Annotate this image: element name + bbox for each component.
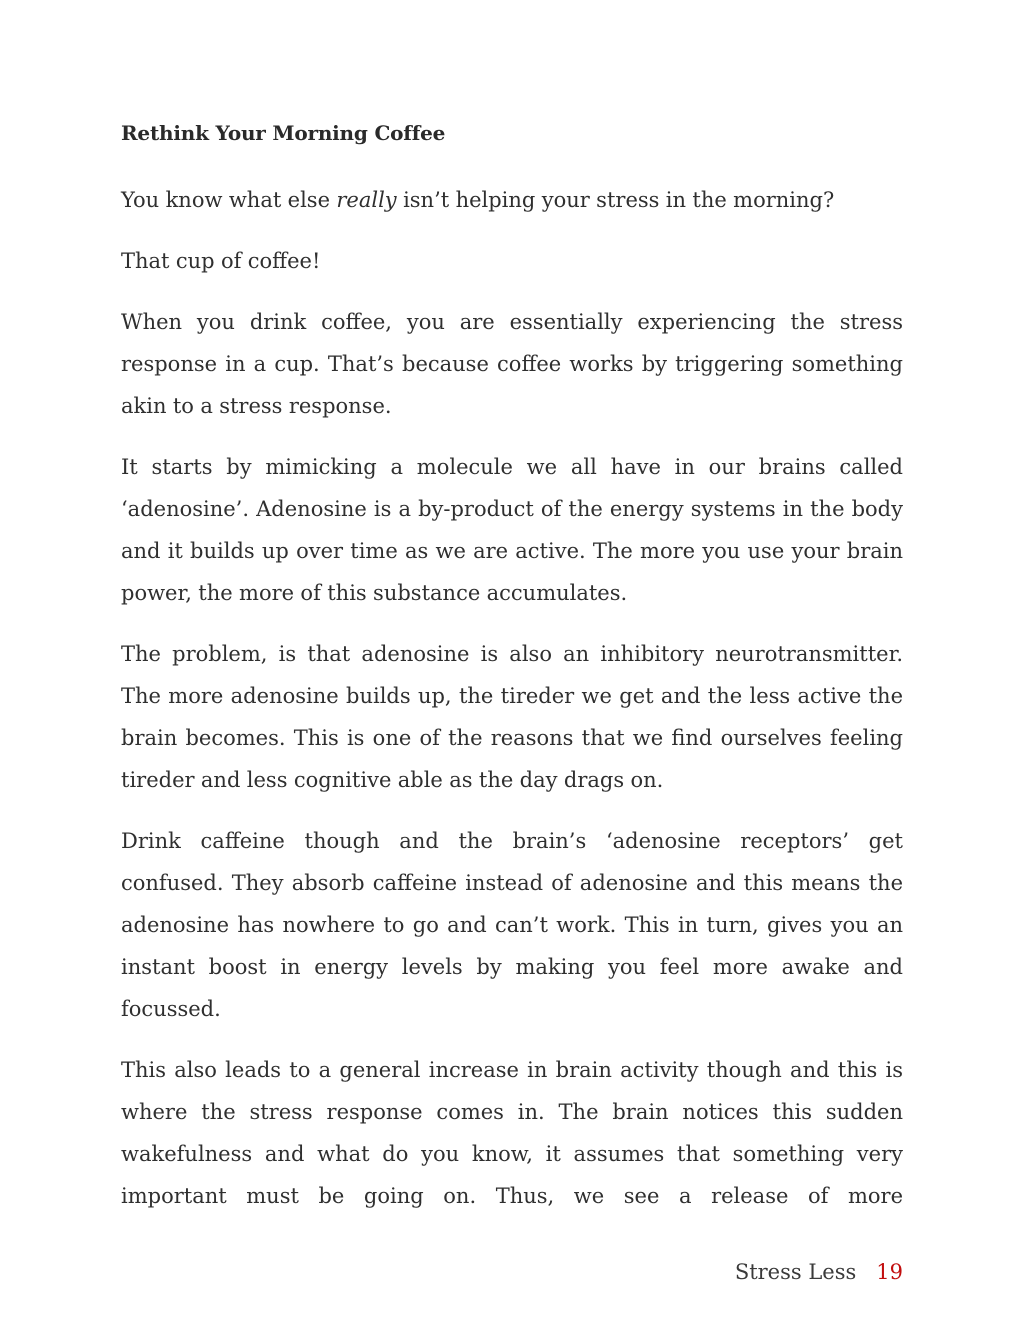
- intro-emphasis: really: [336, 188, 397, 212]
- paragraph: That cup of coffee!: [121, 249, 321, 273]
- page-number: 19: [876, 1260, 903, 1284]
- page-footer: [735, 1254, 903, 1290]
- paragraph: It starts by mimicking a molecule we all have in our brains called ‘adenosine’. Adenosine is a by-product of the energy systems in the body and it builds up over time as we are active. The more you use your brain power, the more of this substance accumulates.: [121, 455, 903, 605]
- paragraph: When you drink coffee, you are essentially experiencing the stress response in a cup. That’s because coffee works by triggering something akin to a stress response.: [121, 310, 903, 418]
- section-heading: Rethink Your Morning Coffee: [121, 121, 446, 145]
- footer-book-title: Stress Less: [734, 1260, 857, 1284]
- intro-text-before: You know what else: [121, 188, 337, 212]
- paragraph: The problem, is that adenosine is also an inhibitory neurotransmitter. The more adenosine builds up, the tireder we get and the less active the brain becomes. This is one of the reasons that we find ourselves feeling tireder and less cognitive able as the day drags on.: [121, 642, 903, 792]
- paragraph: Drink caffeine though and the brain’s ‘adenosine receptors’ get confused. They absorb caffeine instead of adenosine and this means the adenosine has nowhere to go and can’t work. This in turn, gives you an instant boost in energy levels by making you feel more awake and focussed.: [121, 829, 903, 1021]
- intro-paragraph: [121, 179, 903, 221]
- intro-text-after: isn’t helping your stress in the morning?: [396, 188, 835, 212]
- paragraph: This also leads to a general increase in brain activity though and this is where the stress response comes in. The brain notices this sudden wakefulness and what do you know, it assumes that something very important must be going on. Thus, we see a release of more: [121, 1058, 903, 1208]
- page-body: [121, 110, 903, 1236]
